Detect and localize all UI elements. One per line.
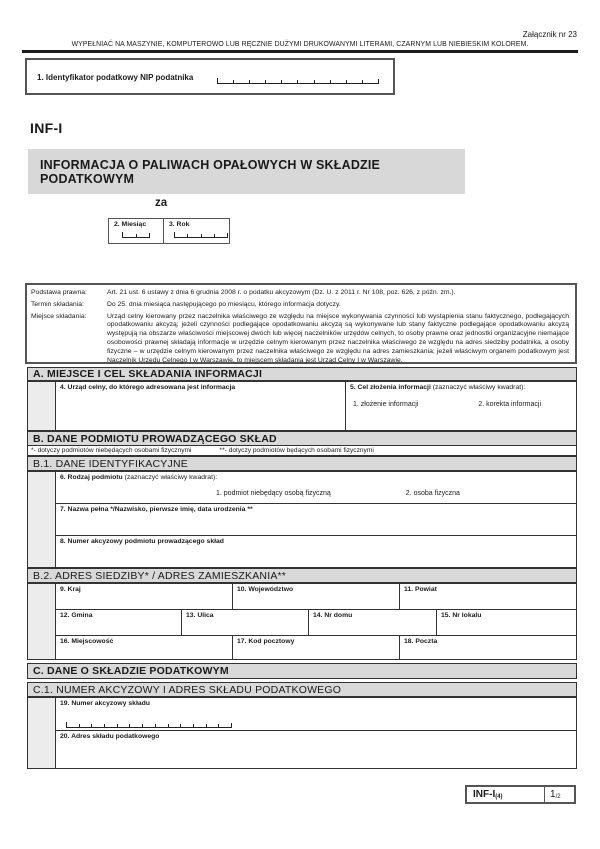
footer-page-total: /2: [555, 793, 561, 800]
field-7-label: 7. Nazwa pełna */Nazwisko, pierwsze imię, data urodzenia **: [60, 505, 253, 513]
period-box: [108, 218, 230, 244]
section-b1-header: B.1. DANE IDENTYFIKACYJNE: [27, 456, 577, 471]
month-input[interactable]: [122, 232, 150, 238]
section-b-header: B. DANE PODMIOTU PROWADZĄCEGO SKŁAD: [27, 431, 577, 446]
field-8-label: 8. Numer akcyzowy podmiotu prowadzącego skład: [60, 538, 224, 546]
address-row-3: [56, 636, 576, 659]
field-4-customs-office[interactable]: [56, 382, 346, 430]
field-11-county[interactable]: [400, 584, 576, 609]
nip-input[interactable]: [217, 78, 379, 84]
legal-basis-text: Art. 21 ust. 6 ustawy z dnia 6 grudnia 2008 r. o podatku akcyzowym (Dz. U. z 2011 r. Nr 108, poz. 626, z późn. zm.).: [107, 289, 456, 296]
field-10-label: 10. Województwo: [237, 586, 294, 593]
field-12-commune[interactable]: [56, 610, 182, 635]
field-4-label: 4. Urząd celny, do którego adresowana jest informacja: [60, 384, 236, 391]
footer-version: (4): [495, 793, 503, 800]
field-19-label: 19. Numer akcyzowy składu: [60, 700, 150, 707]
form-title: INFORMACJA O PALIWACH OPAŁOWYCH W SKŁADZIE PODATKOWYM: [28, 149, 465, 194]
field-13-street[interactable]: [182, 610, 309, 635]
field-17-label: 17. Kod pocztowy: [237, 638, 295, 645]
field-18-post-office[interactable]: [400, 636, 576, 659]
footer-form-code: [467, 787, 545, 802]
field-16-label: 16. Miejscowość: [60, 638, 114, 645]
footnote-row: [27, 446, 577, 456]
field-11-label: 11. Powiat: [404, 586, 437, 593]
footnote-doublestar: **- dotyczy podmiotów będących osobami fizycznymi: [219, 447, 374, 454]
section-c-header: C. DANE O SKŁADZIE PODATKOWYM: [27, 663, 577, 679]
field-14-label: 14. Nr domu: [313, 612, 353, 619]
section-b2-gutter: [28, 584, 56, 659]
field-9-country[interactable]: [56, 584, 233, 609]
field-20-input[interactable]: [56, 731, 576, 768]
field-13-label: 13. Ulica: [186, 612, 214, 619]
section-c1-gutter: [28, 698, 56, 768]
fill-instruction: WYPEŁNIAĆ NA MASZYNIE, KOMPUTEROWO LUB RĘCZNIE DUŻYMI DRUKOWANYMI LITERAMI, CZARNYM LUB NIEBIESKIM KOLOREM.: [71, 41, 529, 48]
field-17-postal-code[interactable]: [233, 636, 400, 659]
field-5-hint: (zaznaczyć właściwy kwadrat):: [432, 384, 526, 391]
deadline-row: [31, 301, 569, 310]
field-4-input[interactable]: [56, 382, 345, 430]
section-c1-body: [27, 697, 577, 769]
section-b2-header: B.2. ADRES SIEDZIBY* / ADRES ZAMIESZKANIA**: [27, 568, 577, 583]
field-20-label: 20. Adres składu podatkowego: [60, 733, 160, 740]
footer-box: [465, 785, 576, 804]
field-6-hint: (zaznaczyć właściwy kwadrat):: [124, 474, 218, 481]
filing-place-label: Miejsce składania:: [31, 312, 87, 320]
nip-box: [25, 58, 395, 95]
option-non-individual[interactable]: 1. podmiot niebędący osobą fizyczną: [216, 490, 331, 498]
form-code: INF-I: [30, 120, 63, 136]
field-6-entity-type: [56, 472, 576, 504]
nip-label: 1. Identyfikator podatkowy NIP podatnika: [37, 73, 194, 82]
section-a-gutter: [28, 382, 56, 430]
section-c1-header: C.1. NUMER AKCYZOWY I ADRES SKŁADU PODATKOWEGO: [27, 682, 577, 697]
deadline-text: Do 25. dnia miesiąca następującego po miesiącu, którego informacja dotyczy.: [107, 300, 341, 308]
section-b1-body: [27, 471, 577, 568]
footnote-star: *- dotyczy podmiotów niebędących osobami fizycznymi: [31, 447, 192, 454]
address-row-2: [56, 610, 576, 636]
field-6-label: 6. Rodzaj podmiotu: [60, 474, 123, 481]
option-individual[interactable]: 2. osoba fizyczna: [405, 490, 460, 498]
legal-basis-row: [31, 289, 569, 298]
filing-place-row: [31, 313, 569, 366]
footer-form-code-text: INF-I: [473, 789, 496, 800]
option-submission[interactable]: 1. złożenie informacji: [353, 401, 419, 409]
field-7-input[interactable]: [56, 504, 576, 536]
year-field[interactable]: [164, 219, 229, 243]
field-15-flat-number[interactable]: [437, 610, 576, 635]
field-8-excise-number[interactable]: [56, 536, 576, 567]
field-14-house-number[interactable]: [309, 610, 437, 635]
title-preposition: za: [155, 197, 168, 209]
filing-place-text: Urząd celny kierowany przez naczelnika właściwego ze względu na miejsce wykonywania czynności lub wystąpienia stanu faktycznego, podlegających opodatkowaniu akcyzą; jeżeli czynności podlegające opodatkowaniu akcyzą są wykonywane lub stany faktyczne podlegające opodatkowaniu akcyzą występują na obszarze właściwości miejscowej dwóch lub więcej naczelników urzędów celnych, to osoby prawne oraz jednostki organizacyjne niemające osobowości prawnej składają informacje w urzędzie celnym kierowanym przez naczelnika właściwego ze względu na adres siedziby podatnika, a osoby fizyczne – w urzędzie celnym kierowanym przez naczelnika właściwego ze względu na adres zamieszkania; jeżeli właściwym organem podatkowym jest Naczelnik Urzędu Celnego I w Warszawie, to miejscem składania jest Urząd Celny I w Warszawie.: [107, 312, 569, 364]
month-label: 2. Miesiąc: [114, 221, 147, 228]
field-19-input[interactable]: [66, 722, 232, 728]
field-7-full-name[interactable]: [56, 504, 576, 537]
section-a-header: A. MIEJSCE I CEL SKŁADANIA INFORMACJI: [27, 367, 577, 381]
field-10-voivodeship[interactable]: [233, 584, 400, 609]
month-field[interactable]: [109, 219, 164, 243]
field-5-label: 5. Cel złożenia informacji: [350, 384, 431, 391]
legal-info-box: [25, 283, 577, 364]
year-input[interactable]: [174, 232, 228, 238]
legal-basis-label: Podstawa prawna:: [31, 289, 87, 296]
field-8-input[interactable]: [56, 536, 576, 567]
field-15-label: 15. Nr lokalu: [441, 612, 482, 619]
year-label: 3. Rok: [169, 221, 190, 228]
field-16-city[interactable]: [56, 636, 233, 659]
deadline-label: Termin składania:: [31, 300, 84, 308]
footer-page-number: 1: [550, 789, 556, 800]
address-row-1: [56, 584, 576, 610]
footer-page-indicator: [545, 787, 574, 802]
top-rule: [22, 50, 578, 53]
field-5-purpose: [346, 382, 576, 430]
section-b2-body: [27, 583, 577, 660]
option-correction[interactable]: 2. korekta informacji: [478, 401, 542, 409]
field-19-warehouse-excise-number: [56, 698, 576, 731]
field-18-label: 18. Poczta: [404, 638, 438, 645]
field-20-warehouse-address[interactable]: [56, 731, 576, 768]
section-b1-gutter: [28, 472, 56, 567]
attachment-note: Załącznik nr 23: [522, 30, 577, 39]
field-9-label: 9. Kraj: [60, 586, 81, 593]
field-12-label: 12. Gmina: [60, 612, 93, 619]
section-a-body: [27, 381, 577, 431]
